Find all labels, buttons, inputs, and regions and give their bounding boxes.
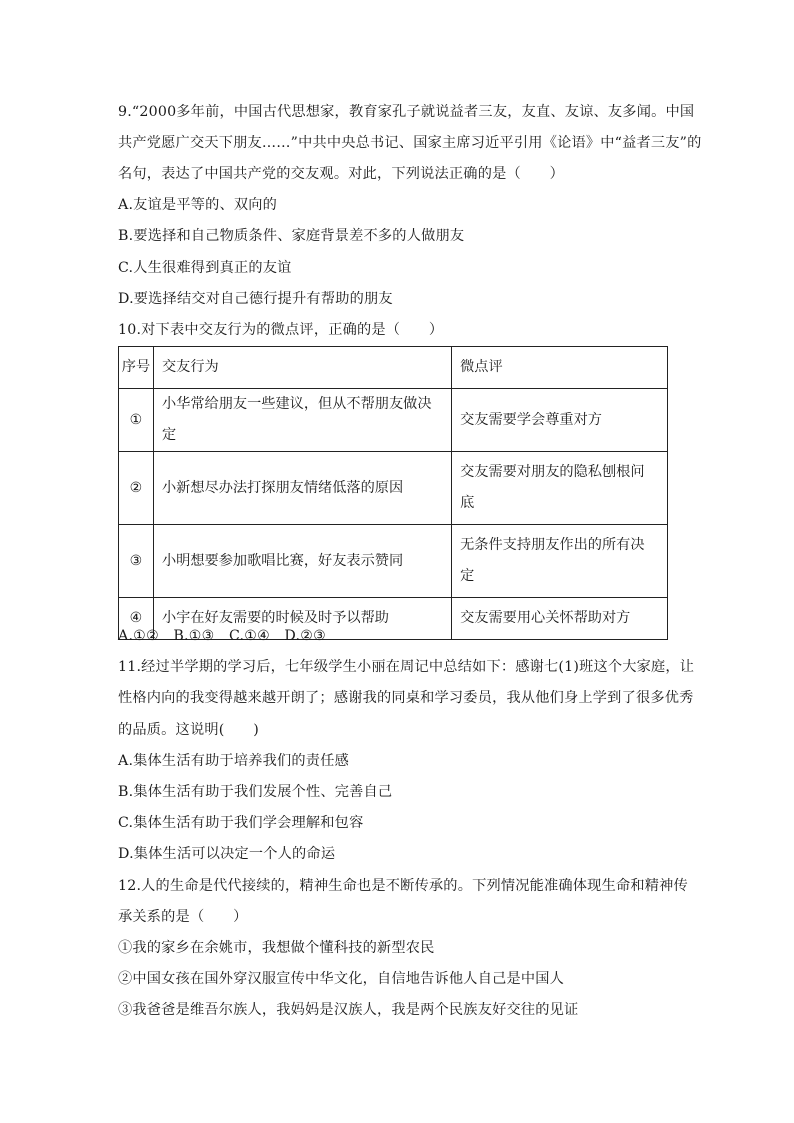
row-number: ④ [119,598,154,640]
row-behavior: 小宇在好友需要的时候及时予以帮助 [153,598,451,640]
header-number: 序号 [119,347,154,389]
q11-stem-line-3: 的品质。这说明( ) [118,722,259,738]
row-comment [452,389,668,452]
row-behavior: 小新想尽办法打探朋友情绪低落的原因 [153,452,451,525]
table-header-row [119,347,668,389]
q10-stem: 10.对下表中交友行为的微点评，正确的是（ ） [118,322,444,338]
q9-option-b: B.要选择和自己物质条件、家庭背景差不多的人做朋友 [118,228,465,244]
row-number: ① [119,389,154,452]
q11-option-d: D.集体生活可以决定一个人的命运 [118,846,336,862]
row-behavior: 小明想要参加歌唱比赛，好友表示赞同 [153,525,451,598]
table-row [119,525,668,598]
row-comment [452,598,668,640]
row-number: ② [119,452,154,525]
q12-stem-line-1: 12.人的生命是代代接续的，精神生命也是不断传承的。下列情况能准确体现生命和精神传 [118,878,688,894]
header-comment: 微点评 [452,347,668,389]
q9-stem-line-3: 名句，表达了中国共产党的交友观。对此，下列说法正确的是（ ） [118,166,565,182]
q9-option-d: D.要选择结交对自己德行提升有帮助的朋友 [118,291,393,307]
row-comment-text-cont: 定 [460,568,475,584]
row-comment [452,525,668,598]
row-number: ③ [119,525,154,598]
row-comment-text: 交友需要用心关怀帮助对方 [460,610,631,626]
q12-stem-line-2: 承关系的是（ ） [118,909,248,925]
q9-stem-line-2: 共产党愿广交天下朋友……”中共中央总书记、国家主席习近平引用《论语》中“益者三友”的 [118,135,702,151]
q11-stem-line-1: 11.经过半学期的学习后，七年级学生小丽在周记中总结如下：感谢七(1)班这个大家庭，让 [118,659,695,675]
q9-option-a: A.友谊是平等的、双向的 [118,197,278,213]
q12-item-2: ②中国女孩在国外穿汉服宣传中华文化，自信地告诉他人自己是中国人 [118,971,565,987]
row-comment-text: 交友需要对朋友的隐私刨根问 [460,464,645,480]
q11-stem-line-2: 性格内向的我变得越来越开朗了；感谢我的同桌和学习委员，我从他们身上学到了很多优秀 [118,690,694,706]
q10-table [118,346,668,640]
q11-option-a: A.集体生活有助于培养我们的责任感 [118,753,349,769]
table-row [119,389,668,452]
row-behavior: 小华常给朋友一些建议，但从不帮朋友做决定 [153,389,451,452]
table-row [119,452,668,525]
q9-option-c: C.人生很难得到真正的友谊 [118,260,292,276]
header-behavior: 交友行为 [153,347,451,389]
q12-item-3: ③我爸爸是维吾尔族人，我妈妈是汉族人，我是两个民族友好交往的见证 [118,1002,579,1018]
q12-item-1: ①我的家乡在余姚市，我想做个懂科技的新型农民 [118,940,435,956]
q11-option-c: C.集体生活有助于我们学会理解和包容 [118,815,364,831]
row-comment-text-cont: 底 [460,495,475,511]
q9-stem-line-1: 9.“2000多年前，中国古代思想家，教育家孔子就说益者三友，友直、友谅、友多闻。中国 [118,104,695,120]
q10-options: A.①② B.①③ C.①④ D.②③ [118,628,327,644]
row-comment-text: 交友需要学会尊重对方 [460,411,602,428]
row-comment [452,452,668,525]
q11-option-b: B.集体生活有助于我们发展个性、完善自己 [118,784,393,800]
row-comment-text: 无条件支持朋友作出的所有决 [460,537,645,553]
